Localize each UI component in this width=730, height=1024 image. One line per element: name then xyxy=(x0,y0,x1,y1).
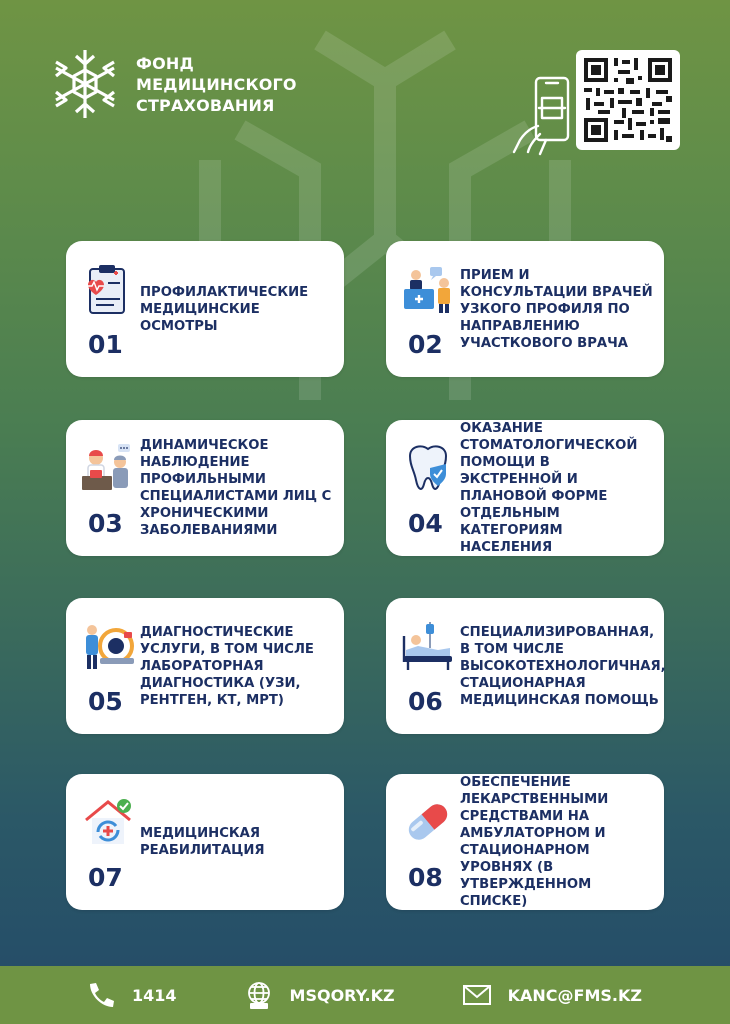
card-number: 02 xyxy=(408,330,443,359)
tooth-icon xyxy=(400,440,456,496)
rehabilitation-house-icon xyxy=(80,794,136,850)
org-name xyxy=(136,53,297,116)
card-number: 06 xyxy=(408,687,443,716)
service-card-01 xyxy=(66,241,344,377)
card-label: ДИНАМИЧЕСКОЕ НАБЛЮДЕНИЕ ПРОФИЛЬНЫМИ СПЕЦИАЛИСТАМИ ЛИЦ С ХРОНИЧЕСКИМИ ЗАБОЛЕВАНИЯМИ xyxy=(140,438,332,538)
doctor-consultation-icon xyxy=(400,261,456,317)
phone-number: 1414 xyxy=(132,985,177,1005)
contact-footer xyxy=(0,966,730,1024)
card-label: СПЕЦИАЛИЗИРОВАННАЯ, В ТОМ ЧИСЛЕ ВЫСОКОТЕХНОЛОГИЧНАЯ, СТАЦИОНАРНАЯ МЕДИЦИНСКАЯ ПОМОЩЬ xyxy=(460,624,666,708)
card-number: 08 xyxy=(408,863,443,892)
phone-contact[interactable] xyxy=(86,981,177,1009)
service-card-06 xyxy=(386,598,664,734)
card-number: 01 xyxy=(88,330,123,359)
qr-code-icon xyxy=(576,50,680,150)
mri-scanner-icon xyxy=(80,618,136,674)
service-card-04 xyxy=(386,420,664,556)
card-number: 03 xyxy=(88,509,123,538)
clipboard-heart-icon xyxy=(80,261,136,317)
service-card-05 xyxy=(66,598,344,734)
card-number: 05 xyxy=(88,687,123,716)
phone-icon xyxy=(86,981,116,1009)
service-card-08 xyxy=(386,774,664,910)
globe-www-icon xyxy=(244,981,274,1009)
email-contact[interactable] xyxy=(462,981,642,1009)
doctor-patient-icon xyxy=(80,440,136,496)
phone-scan-hand-icon xyxy=(514,78,568,154)
org-name-line-1: ФОНД xyxy=(136,53,194,73)
card-label: ПРИЕМ И КОНСУЛЬТАЦИИ ВРАЧЕЙ УЗКОГО ПРОФИЛЯ ПО НАПРАВЛЕНИЮ УЧАСТКОВОГО ВРАЧА xyxy=(460,267,653,351)
pill-capsule-icon xyxy=(400,794,456,850)
qr-code-scan[interactable] xyxy=(506,48,680,162)
org-logo xyxy=(48,44,297,124)
website-url: MSQORY.KZ xyxy=(289,985,395,1005)
hospital-bed-icon xyxy=(400,618,456,674)
card-label: ДИАГНОСТИЧЕСКИЕ УСЛУГИ, В ТОМ ЧИСЛЕ ЛАБОРАТОРНАЯ ДИАГНОСТИКА (УЗИ, РЕНТГЕН, КТ, МРТ) xyxy=(140,624,314,708)
email-address: KANC@FMS.KZ xyxy=(507,985,642,1005)
card-number: 07 xyxy=(88,863,123,892)
org-name-line-3: СТРАХОВАНИЯ xyxy=(136,95,275,115)
website-contact[interactable] xyxy=(244,981,395,1009)
card-label: МЕДИЦИНСКАЯ РЕАБИЛИТАЦИЯ xyxy=(140,826,265,858)
snowflake-logo-icon xyxy=(48,44,122,124)
card-label: ОКАЗАНИЕ СТОМАТОЛОГИЧЕСКОЙ ПОМОЩИ В ЭКСТРЕННОЙ И ПЛАНОВОЙ ФОРМЕ ОТДЕЛЬНЫМ КАТЕГОРИЯМ НАСЕЛЕНИЯ xyxy=(460,421,638,555)
service-card-03 xyxy=(66,420,344,556)
org-name-line-2: МЕДИЦИНСКОГО xyxy=(136,74,297,94)
service-card-02 xyxy=(386,241,664,377)
card-number: 04 xyxy=(408,509,443,538)
card-label: ОБЕСПЕЧЕНИЕ ЛЕКАРСТВЕННЫМИ СРЕДСТВАМИ НА АМБУЛАТОРНОМ И СТАЦИОНАРНОМ УРОВНЯХ (В УТВЕРЖДЕННОМ СПИСКЕ) xyxy=(460,775,609,909)
card-label: ПРОФИЛАКТИЧЕСКИЕ МЕДИЦИНСКИЕ ОСМОТРЫ xyxy=(140,284,309,334)
envelope-icon xyxy=(462,981,492,1009)
service-card-07 xyxy=(66,774,344,910)
